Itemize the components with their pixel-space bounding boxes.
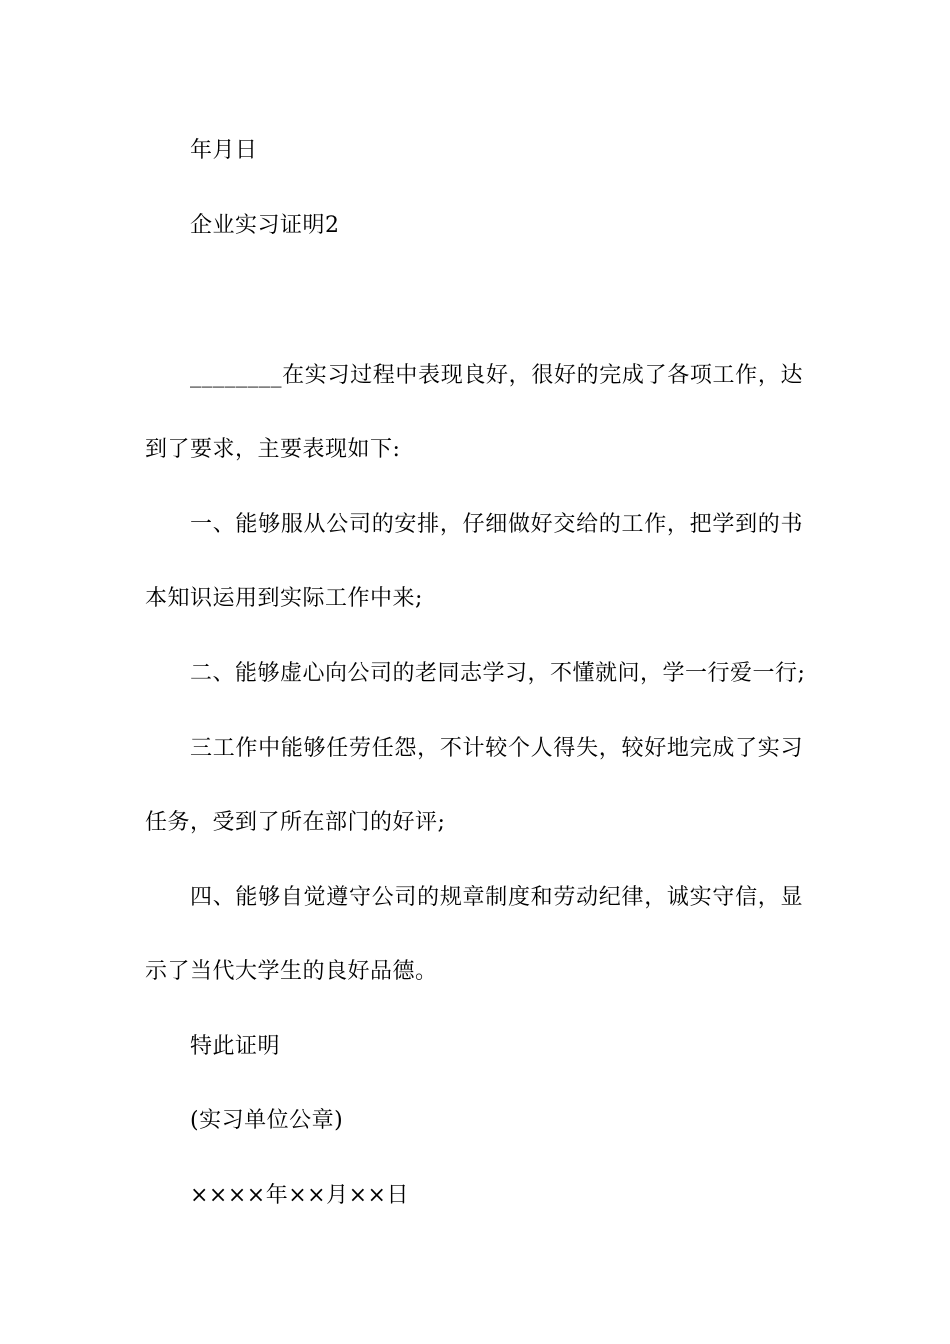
document-title: 企业实习证明2 <box>190 213 340 238</box>
item-1-line-1: 一、能够服从公司的安排，仔细做好交给的工作，把学到的书 <box>190 512 803 537</box>
intro-line-1: ________在实习过程中表现良好，很好的完成了各项工作，达 <box>190 363 803 388</box>
closing-text: 特此证明 <box>190 1034 281 1059</box>
item-3-line-1: 三工作中能够任劳任怨，不计较个人得失，较好地完成了实习 <box>190 736 803 761</box>
item-4-line-1: 四、能够自觉遵守公司的规章制度和劳动纪律，诚实守信，显 <box>190 885 803 910</box>
item-3-line-2: 任务，受到了所在部门的好评; <box>145 810 446 835</box>
intro-line-2: 到了要求，主要表现如下: <box>145 437 401 462</box>
seal-text: (实习单位公章) <box>190 1108 344 1133</box>
date-line: 年月日 <box>190 138 258 163</box>
item-1-line-2: 本知识运用到实际工作中来; <box>145 586 423 611</box>
sign-date: ××××年××月××日 <box>190 1183 409 1208</box>
item-4-line-2: 示了当代大学生的良好品德。 <box>145 959 438 984</box>
item-2-line-1: 二、能够虚心向公司的老同志学习，不懂就问，学一行爱一行; <box>190 661 806 686</box>
